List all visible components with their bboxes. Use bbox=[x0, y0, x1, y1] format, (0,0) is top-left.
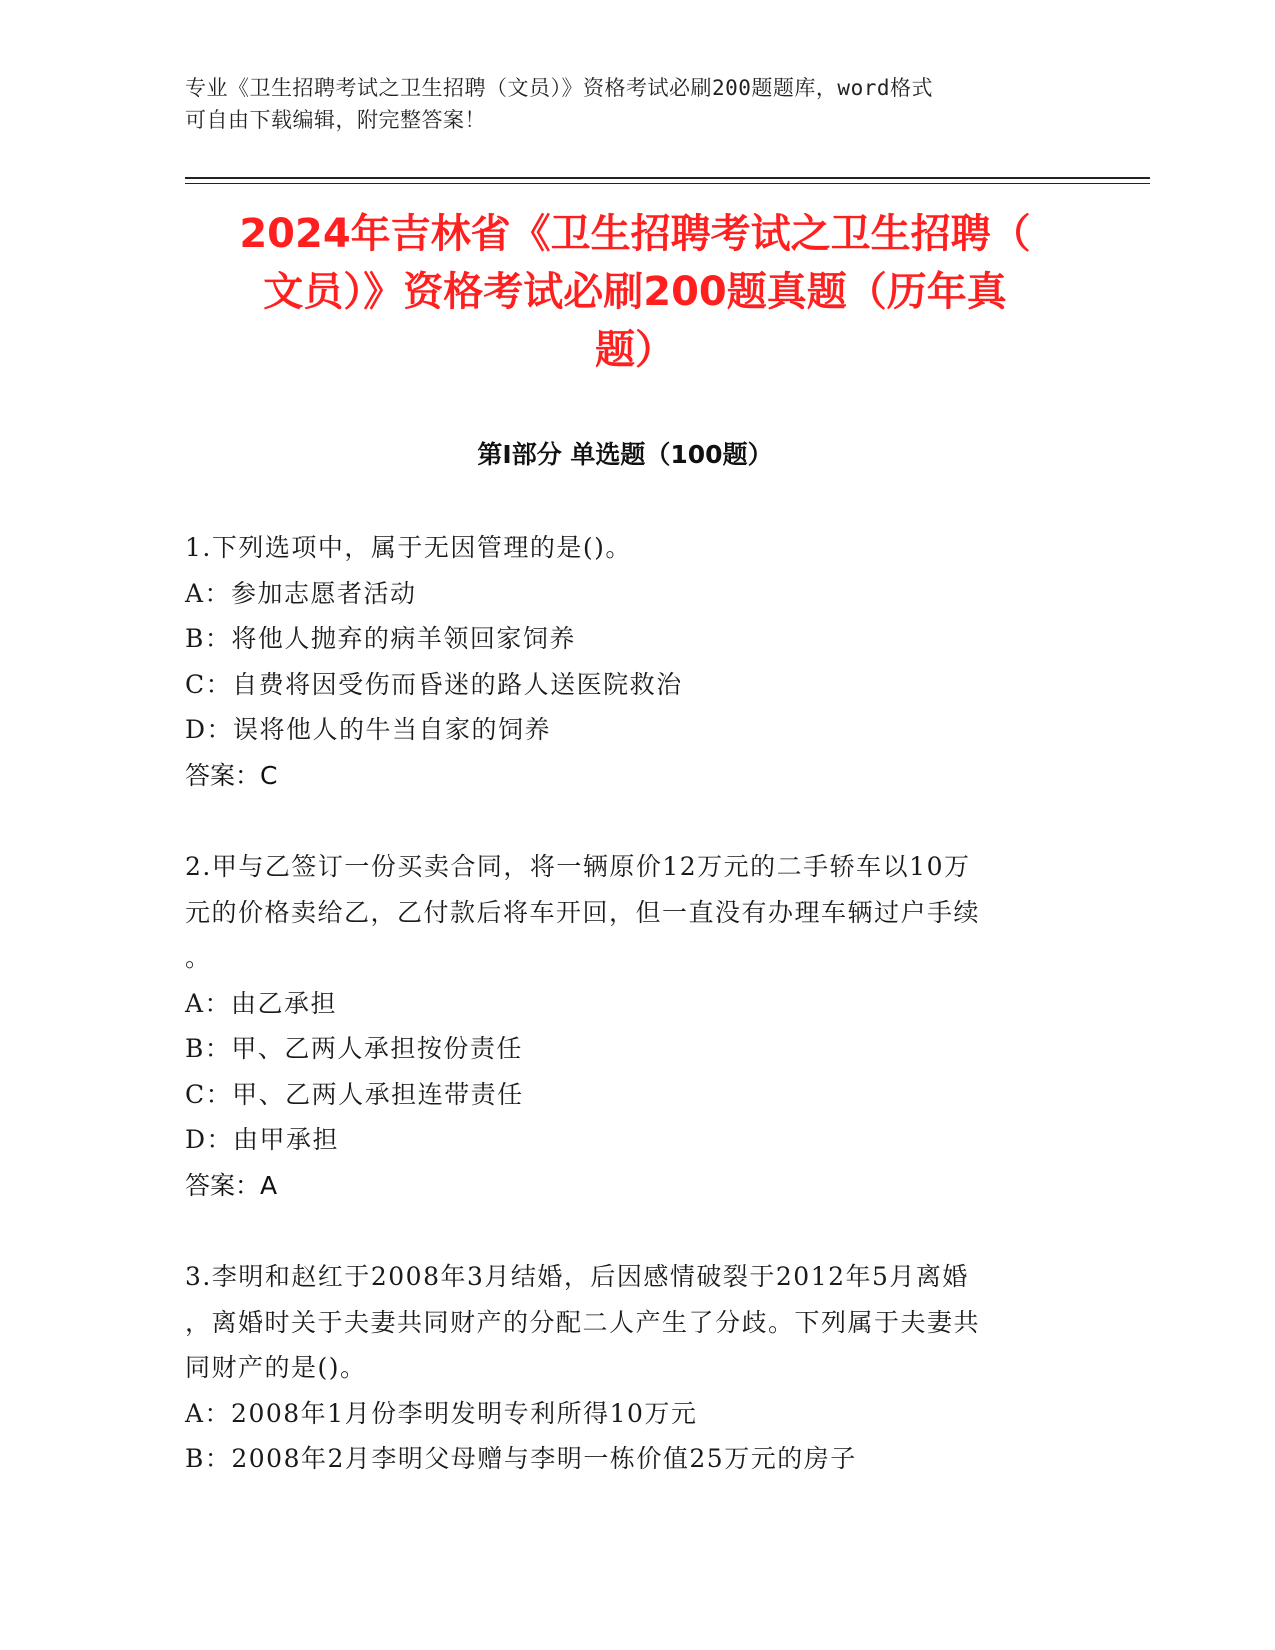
header-note-line: 专业《卫生招聘考试之卫生招聘（文员）》资格考试必刷200题题库，word格式 bbox=[185, 76, 933, 100]
option-d: D：由甲承担 bbox=[185, 1125, 340, 1154]
question-stem: 3.李明和赵红于2008年3月结婚，后因感情破裂于2012年5月离婚 bbox=[185, 1262, 969, 1291]
header-note-line: 可自由下载编辑，附完整答案！ bbox=[185, 108, 486, 132]
document-title-line: 题） bbox=[595, 327, 675, 373]
question-stem: 1.下列选项中，属于无因管理的是()。 bbox=[185, 533, 632, 562]
header-note bbox=[185, 72, 1065, 136]
question-1 bbox=[185, 525, 1065, 798]
option-a: A：由乙承担 bbox=[185, 988, 338, 1018]
option-b: B：甲、乙两人承担按份责任 bbox=[185, 1034, 523, 1063]
question-stem: ，离婚时关于夫妻共同财产的分配二人产生了分歧。下列属于夫妻共 bbox=[185, 1307, 981, 1337]
option-c: C：甲、乙两人承担连带责任 bbox=[185, 1079, 524, 1109]
header-rule bbox=[185, 177, 1150, 179]
document-title-line: 文员）》资格考试必刷200题真题（历年真 bbox=[263, 269, 1007, 315]
document-title bbox=[175, 205, 1095, 379]
header-rule-thin bbox=[185, 183, 1150, 184]
question-stem: 元的价格卖给乙，乙付款后将车开回，但一直没有办理车辆过户手续 bbox=[185, 897, 981, 927]
option-a: A：2008年1月份李明发明专利所得10万元 bbox=[185, 1398, 698, 1428]
option-b: B：将他人抛弃的病羊领回家饲养 bbox=[185, 624, 576, 653]
question-3 bbox=[185, 1254, 1065, 1482]
option-a: A：参加志愿者活动 bbox=[185, 578, 417, 608]
section-title: 第Ⅰ部分 单选题（100题） bbox=[477, 440, 773, 469]
option-b: B：2008年2月李明父母赠与李明一栋价值25万元的房子 bbox=[185, 1444, 857, 1473]
answer: 答案：A bbox=[185, 1170, 278, 1200]
question-stem: 2.甲与乙签订一份买卖合同，将一辆原价12万元的二手轿车以10万 bbox=[185, 852, 971, 881]
answer: 答案：C bbox=[185, 760, 278, 790]
document-title-line: 2024年吉林省《卫生招聘考试之卫生招聘（ bbox=[239, 211, 1031, 257]
option-d: D：误将他人的牛当自家的饲养 bbox=[185, 715, 552, 744]
question-stem: 。 bbox=[185, 943, 212, 972]
question-list bbox=[185, 525, 1065, 1528]
option-c: C：自费将因受伤而昏迷的路人送医院救治 bbox=[185, 669, 683, 699]
question-stem: 同财产的是()。 bbox=[185, 1353, 367, 1382]
question-2 bbox=[185, 844, 1065, 1208]
